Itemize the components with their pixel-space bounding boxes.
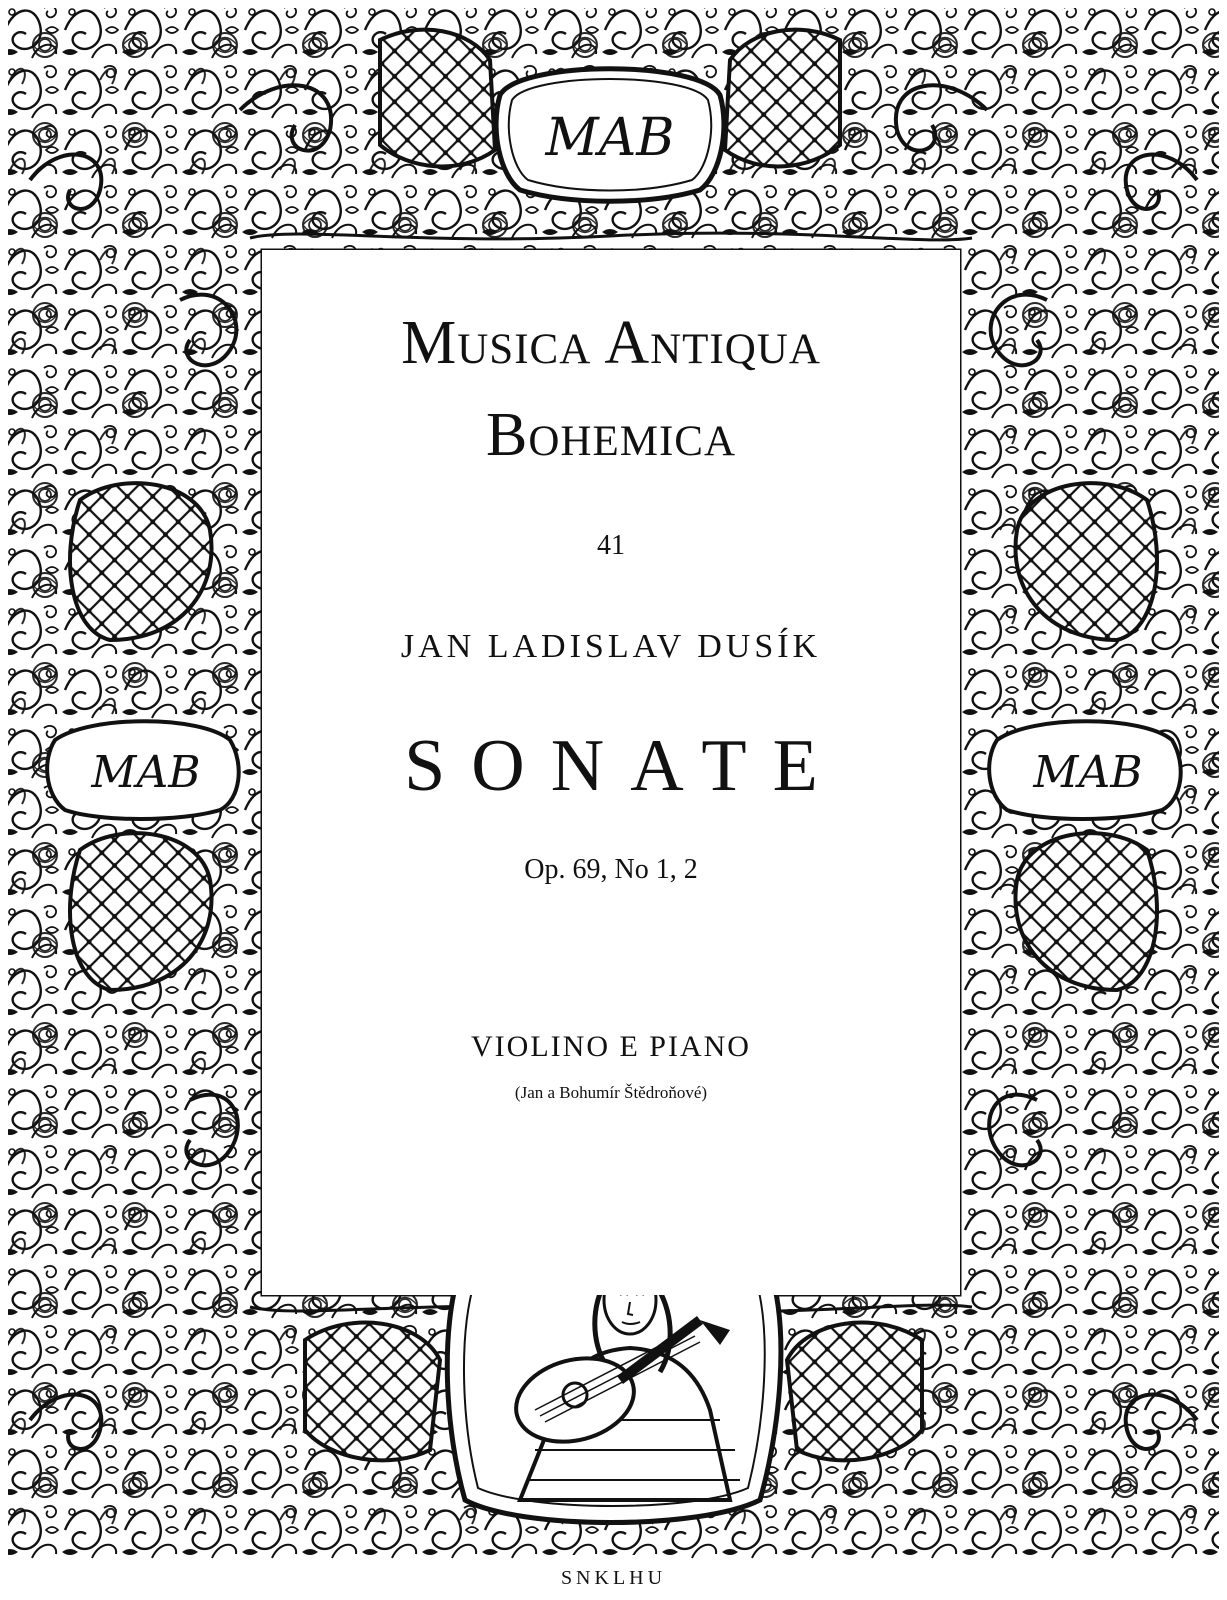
- series-title-line1: Musica Antiqua: [401, 309, 821, 377]
- top-lattice-left: [380, 30, 495, 167]
- volume-number: 41: [597, 530, 625, 561]
- publisher-name: SNKLHU: [560, 1567, 667, 1589]
- editors-credit: (Jan a Bohumír Štědroňové): [514, 1083, 708, 1102]
- left-monogram-cartouche: [60, 728, 232, 816]
- composer-name: JAN LADISLAV DUSÍK: [400, 628, 822, 665]
- monogram-logo: MAB: [545, 107, 675, 168]
- instrumentation: VIOLINO E PIANO: [471, 1030, 751, 1063]
- right-monogram-cartouche: [1002, 728, 1174, 816]
- top-lattice-right: [725, 30, 840, 167]
- opus-number: Op. 69, No 1, 2: [524, 854, 698, 885]
- top-monogram-cartouche: [512, 85, 708, 190]
- monogram-logo: MAB: [1033, 746, 1143, 798]
- monogram-logo: MAB: [91, 746, 201, 798]
- work-title: SONATE: [404, 725, 844, 807]
- title-panel: [262, 250, 960, 1295]
- series-title-line2: Bohemica: [485, 401, 736, 469]
